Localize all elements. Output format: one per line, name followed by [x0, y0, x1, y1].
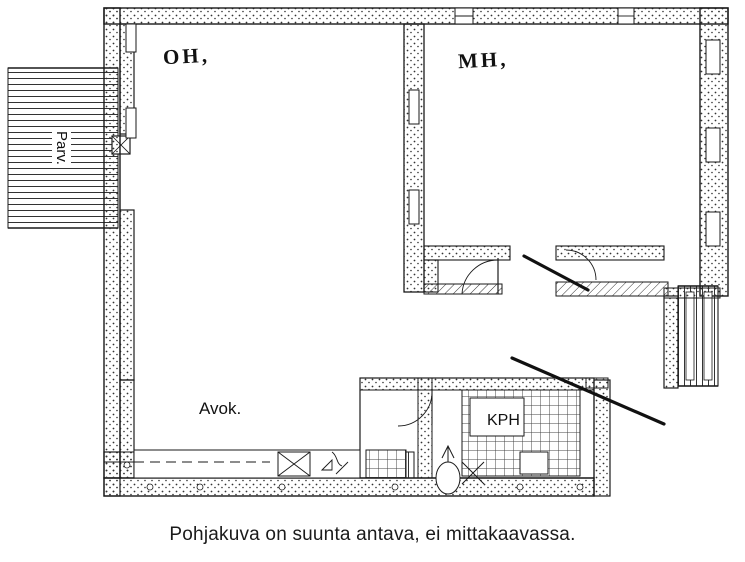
mh-lower-walls	[424, 246, 668, 296]
room-label-kph: KPH	[484, 411, 523, 431]
plan-caption: Pohjakuva on suunta antava, ei mittakaavassa.	[169, 524, 576, 545]
room-label-parv: Parv.	[52, 128, 71, 168]
interior-wall-oh-mh	[404, 24, 424, 292]
room-label-avok: Avok.	[196, 398, 244, 420]
room-label-oh: OH,	[162, 42, 211, 70]
room-label-mh: MH,	[457, 46, 509, 74]
